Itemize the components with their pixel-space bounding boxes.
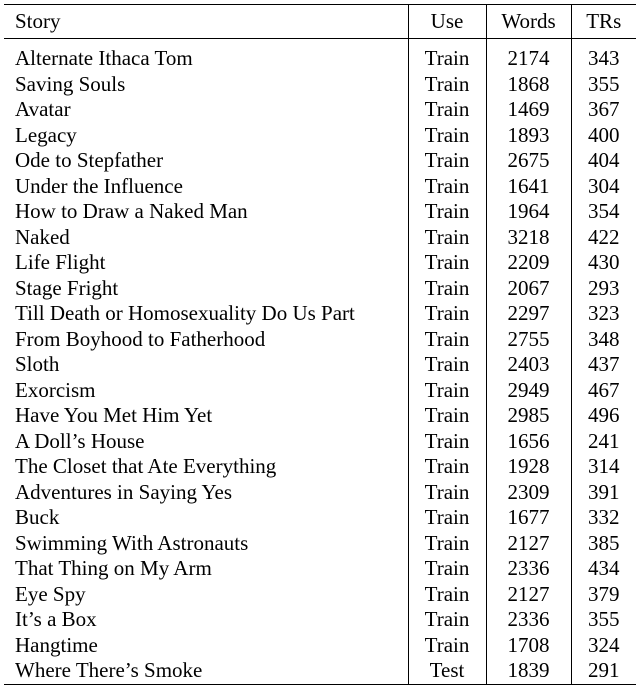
cell-words: 2209 bbox=[486, 250, 571, 276]
cell-trs: 496 bbox=[571, 403, 636, 429]
header-use: Use bbox=[408, 5, 486, 39]
header-story: Story bbox=[4, 5, 408, 39]
table-row bbox=[4, 505, 636, 531]
cell-use: Train bbox=[408, 403, 486, 429]
table-row bbox=[4, 199, 636, 225]
cell-trs: 379 bbox=[571, 582, 636, 608]
cell-words: 2174 bbox=[486, 46, 571, 72]
table-row bbox=[4, 352, 636, 378]
cell-trs: 434 bbox=[571, 556, 636, 582]
cell-story: Where There’s Smoke bbox=[4, 658, 408, 684]
table-row bbox=[4, 72, 636, 98]
cell-words: 2336 bbox=[486, 556, 571, 582]
table-body bbox=[4, 46, 636, 684]
cell-story: Till Death or Homosexuality Do Us Part bbox=[15, 301, 355, 325]
cell-words: 2127 bbox=[486, 582, 571, 608]
cell-use: Train bbox=[408, 199, 486, 225]
header-trs: TRs bbox=[571, 5, 636, 39]
cell-use: Train bbox=[408, 607, 486, 633]
cell-trs: 355 bbox=[571, 72, 636, 98]
table-row bbox=[4, 633, 636, 659]
cell-trs: 323 bbox=[571, 301, 636, 327]
cell-trs: 355 bbox=[571, 607, 636, 633]
cell-trs: 400 bbox=[571, 123, 636, 149]
cell-words: 1893 bbox=[486, 123, 571, 149]
cell-use: Train bbox=[408, 250, 486, 276]
cell-story: Eye Spy bbox=[15, 581, 86, 606]
cell-words: 2985 bbox=[486, 403, 571, 429]
cell-use: Train bbox=[408, 480, 486, 506]
cell-trs: 293 bbox=[571, 276, 636, 302]
cell-words: 1964 bbox=[486, 199, 571, 225]
table-row bbox=[4, 276, 636, 302]
table-row bbox=[4, 97, 636, 123]
cell-use: Train bbox=[408, 72, 486, 98]
cell-use: Train bbox=[408, 505, 486, 531]
cell-trs: 391 bbox=[571, 480, 636, 506]
cell-words: 2067 bbox=[486, 276, 571, 302]
cell-trs: 354 bbox=[571, 199, 636, 225]
cell-words: 1839 bbox=[486, 658, 571, 684]
cell-story: Legacy bbox=[15, 122, 77, 147]
cell-use: Train bbox=[408, 454, 486, 480]
cell-use: Train bbox=[408, 378, 486, 404]
table-row bbox=[4, 378, 636, 404]
header-words: Words bbox=[486, 5, 571, 39]
cell-words: 2309 bbox=[486, 480, 571, 506]
cell-words: 2755 bbox=[486, 327, 571, 353]
cell-use: Test bbox=[408, 658, 486, 684]
cell-trs: 367 bbox=[571, 97, 636, 123]
table-row bbox=[4, 582, 636, 608]
cell-story: The Closet that Ate Everything bbox=[15, 454, 277, 478]
cell-story: That Thing on My Arm bbox=[15, 556, 212, 580]
cell-words: 2403 bbox=[486, 352, 571, 378]
cell-story: Avatar bbox=[15, 97, 71, 121]
cell-trs: 467 bbox=[571, 378, 636, 404]
cell-story: Have You Met Him Yet bbox=[15, 403, 213, 427]
cell-words: 2297 bbox=[486, 301, 571, 327]
table-row bbox=[4, 429, 636, 455]
cell-use: Train bbox=[408, 225, 486, 251]
cell-story: Life Flight bbox=[15, 250, 106, 274]
cell-trs: 332 bbox=[571, 505, 636, 531]
cell-words: 2675 bbox=[486, 148, 571, 174]
table-row bbox=[4, 301, 636, 327]
cell-words: 2336 bbox=[486, 607, 571, 633]
table-row bbox=[4, 225, 636, 251]
cell-use: Train bbox=[408, 301, 486, 327]
cell-use: Train bbox=[408, 174, 486, 200]
cell-use: Train bbox=[408, 148, 486, 174]
cell-trs: 314 bbox=[571, 454, 636, 480]
cell-story: Adventures in Saying Yes bbox=[15, 479, 233, 504]
header-spacer bbox=[4, 39, 636, 47]
table-row bbox=[4, 403, 636, 429]
cell-words: 1656 bbox=[486, 429, 571, 455]
cell-story: Hangtime bbox=[15, 632, 98, 657]
cell-story: Alternate Ithaca Tom bbox=[15, 46, 193, 70]
cell-trs: 385 bbox=[571, 531, 636, 557]
cell-use: Train bbox=[408, 429, 486, 455]
cell-story: Exorcism bbox=[15, 377, 96, 402]
cell-story: From Boyhood to Fatherhood bbox=[15, 326, 266, 351]
table-row bbox=[4, 250, 636, 276]
table-row bbox=[4, 454, 636, 480]
cell-words: 1469 bbox=[486, 97, 571, 123]
cell-use: Train bbox=[408, 633, 486, 659]
cell-trs: 291 bbox=[571, 658, 636, 684]
cell-words: 2949 bbox=[486, 378, 571, 404]
cell-story: Swimming With Astronauts bbox=[15, 530, 249, 555]
cell-trs: 348 bbox=[571, 327, 636, 353]
cell-trs: 422 bbox=[571, 225, 636, 251]
cell-trs: 404 bbox=[571, 148, 636, 174]
cell-story: Sloth bbox=[15, 352, 60, 376]
table-header bbox=[4, 5, 636, 47]
cell-trs: 304 bbox=[571, 174, 636, 200]
table-row bbox=[4, 556, 636, 582]
cell-words: 1868 bbox=[486, 72, 571, 98]
cell-story: Stage Fright bbox=[15, 275, 119, 300]
table-row bbox=[4, 46, 636, 72]
table-row bbox=[4, 123, 636, 149]
cell-trs: 241 bbox=[571, 429, 636, 455]
cell-trs: 343 bbox=[571, 46, 636, 72]
cell-use: Train bbox=[408, 582, 486, 608]
cell-trs: 430 bbox=[571, 250, 636, 276]
cell-words: 3218 bbox=[486, 225, 571, 251]
cell-words: 1928 bbox=[486, 454, 571, 480]
table-row bbox=[4, 327, 636, 353]
cell-story: Saving Souls bbox=[15, 71, 126, 96]
table-row bbox=[4, 174, 636, 200]
table-row bbox=[4, 531, 636, 557]
cell-use: Train bbox=[408, 123, 486, 149]
cell-words: 2127 bbox=[486, 531, 571, 557]
cell-use: Train bbox=[408, 97, 486, 123]
cell-trs: 324 bbox=[571, 633, 636, 659]
table-row bbox=[4, 658, 636, 684]
cell-use: Train bbox=[408, 556, 486, 582]
cell-story: How to Draw a Naked Man bbox=[15, 199, 248, 223]
cell-story: Buck bbox=[15, 505, 60, 529]
cell-use: Train bbox=[408, 46, 486, 72]
cell-trs: 437 bbox=[571, 352, 636, 378]
table-row bbox=[4, 480, 636, 506]
table-row bbox=[4, 607, 636, 633]
cell-use: Train bbox=[408, 276, 486, 302]
cell-use: Train bbox=[408, 352, 486, 378]
table-row bbox=[4, 148, 636, 174]
cell-story: Ode to Stepfather bbox=[15, 148, 164, 172]
cell-words: 1677 bbox=[486, 505, 571, 531]
cell-use: Train bbox=[408, 327, 486, 353]
story-table bbox=[4, 4, 636, 685]
story-table-container bbox=[4, 4, 636, 685]
cell-story: Naked bbox=[15, 224, 70, 249]
header-row bbox=[4, 5, 636, 39]
cell-words: 1641 bbox=[486, 174, 571, 200]
cell-words: 1708 bbox=[486, 633, 571, 659]
cell-story: Under the Influence bbox=[15, 173, 183, 198]
cell-use: Train bbox=[408, 531, 486, 557]
cell-story: It’s a Box bbox=[15, 607, 97, 631]
cell-story: A Doll’s House bbox=[15, 428, 145, 453]
